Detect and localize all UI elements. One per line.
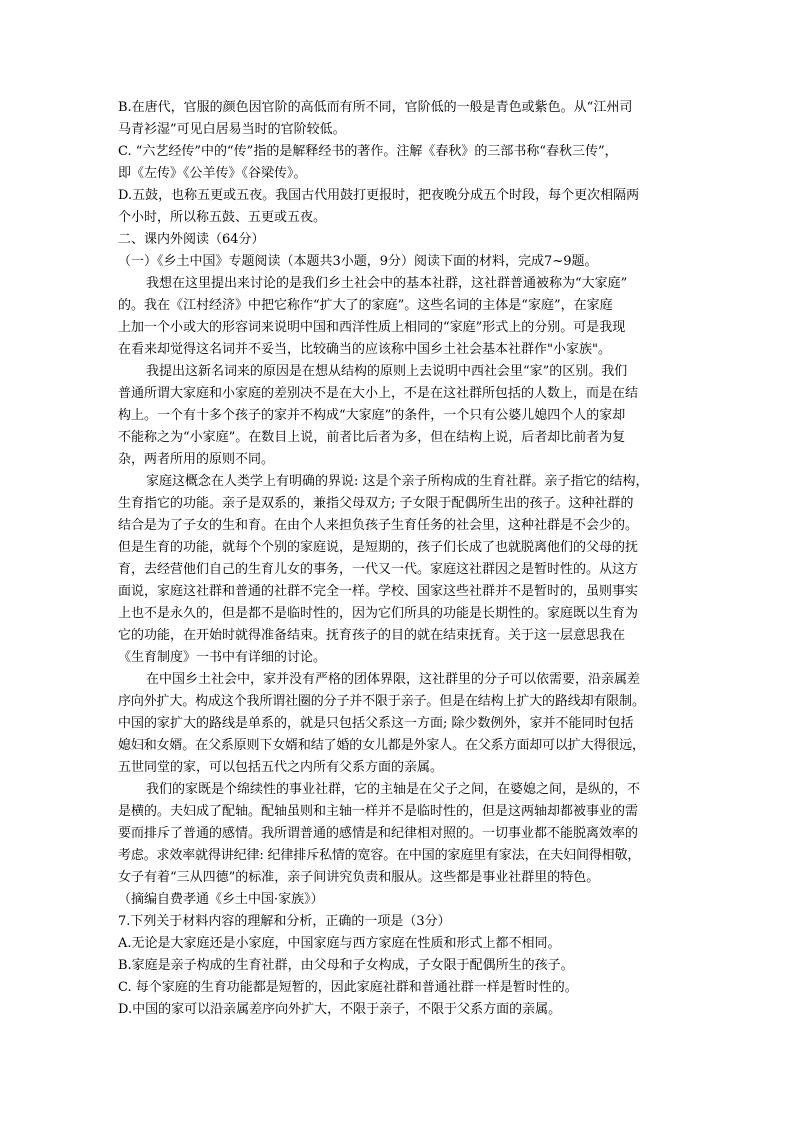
passage-p4-line-4: 媳妇和女婿。在父系原则下女婿和结了婚的女儿都是外家人。在父系方面却可以扩大得很远， — [118, 738, 645, 753]
question-7-stem: 7.下列关于材料内容的理解和分析，正确的一项是（3分） — [118, 914, 451, 929]
passage-p3-line-9: 《生育制度》一书中有详细的讨论。 — [118, 650, 327, 665]
option-b-prev-line-1: B.在唐代，官服的颜色因官阶的高低而有所不同，官阶低的一般是青色或紫色。从“江州司 — [118, 100, 633, 115]
passage-p5-line-3: 要而排斥了普通的感情。我所谓普通的感情是和纪律相对照的。一切事业都不能脱离效率的 — [118, 826, 639, 841]
passage-p3-line-2: 生育指它的功能。亲子是双系的，兼指父母双方; 子女限于配偶所生出的孩子。这种社群的 — [118, 496, 634, 511]
question-7-option-d: D.中国的家可以沿亲属差序向外扩大，不限于亲子，不限于父系方面的亲属。 — [118, 1002, 562, 1017]
passage-p2-line-4: 不能称之为“小家庭”。在数目上说，前者比后者为多，但在结构上说，后者却比前者为复 — [118, 430, 626, 445]
passage-p2-line-2: 普通所谓大家庭和小家庭的差别决不是在大小上，不是在这社群所包括的人数上，而是在结 — [118, 386, 639, 401]
passage-p4-line-2: 序向外扩大。构成这个我所谓社圈的分子并不限于亲子。但是在结构上扩大的路线却有限制。 — [118, 694, 645, 709]
passage-p1-line-4: 在看来却觉得这名词并不妥当，比较确当的应该称中国乡土社会基本社群作"小家族"。 — [118, 342, 611, 357]
passage-p1-line-1: 我想在这里提出来讨论的是我们乡土社会中的基本社群，这社群普通被称为“大家庭” — [146, 276, 628, 291]
passage-p1-line-2: 的。我在《江村经济》中把它称作“扩大了的家庭”。这些名词的主体是“家庭”，在家庭 — [118, 298, 613, 313]
passage-p5-line-4: 考虑。求效率就得讲纪律: 纪律排斥私情的宽容。在中国的家庭里有家法，在夫妇间得相敬， — [118, 848, 641, 863]
question-7-option-b: B.家庭是亲子构成的生育社群，由父母和子女构成，子女限于配偶所生的孩子。 — [118, 958, 574, 973]
passage-p2-line-3: 构上。一个有十多个孩子的家并不构成“大家庭”的条件，一个只有公婆儿媳四个人的家却 — [118, 408, 626, 423]
passage-p5-line-1: 我们的家既是个绵续性的事业社群，它的主轴是在父子之间，在婆媳之间，是纵的，不 — [146, 782, 641, 797]
passage-p3-line-3: 结合是为了子女的生和育。在由个人来担负孩子生育任务的社会里，这种社群是不会少的。 — [118, 518, 639, 533]
passage-p3-line-4: 但是生育的功能，就每个个别的家庭说，是短期的，孩子们长成了也就脱离他们的父母的抚 — [118, 540, 639, 555]
passage-p3-line-6: 面说，家庭这社群和普通的社群不完全一样。学校、国家这些社群并不是暂时的，虽则事实 — [118, 584, 639, 599]
passage-p2-line-1: 我提出这新名词来的原因是在想从结构的原则上去说明中西社会里“家”的区别。我们 — [146, 364, 628, 379]
section-title: 二、课内外阅读（64分） — [118, 232, 265, 247]
passage-p4-line-3: 中国的家扩大的路线是单系的，就是只包括父系这一方面; 除少数例外，家并不能同时包括 — [118, 716, 634, 731]
option-b-prev-line-2: 马青衫湿”可见白居易当时的官阶较低。 — [118, 122, 346, 137]
passage-p1-line-3: 上加一个小或大的形容词来说明中国和西洋性质上相同的“家庭”形式上的分别。可是我现 — [118, 320, 626, 335]
option-c-prev-line-1: C. “六艺经传”中的“传”指的是解释经书的著作。注解《春秋》的三部书称“春秋三传”， — [118, 144, 618, 159]
question-7-option-a: A.无论是大家庭还是小家庭，中国家庭与西方家庭在性质和形式上都不相同。 — [118, 936, 561, 951]
option-c-prev-line-2: 即《左传》《公羊传》《谷梁传》。 — [118, 166, 307, 181]
passage-p5-line-2: 是横的。夫妇成了配轴。配轴虽则和主轴一样并不是临时性的，但是这两轴却都被事业的需 — [118, 804, 639, 819]
passage-p2-line-5: 杂，两者所用的原则不同。 — [118, 452, 275, 467]
passage-source: （摘编自费孝通《乡土中国·家族》） — [118, 892, 324, 907]
passage-p3-line-8: 它的功能，在开始时就得准备结束。抚育孩子的目的就在结束抚育。关于这一层意思我在 — [118, 628, 626, 643]
passage-p4-line-5: 五世同堂的家，可以包括五代之内所有父系方面的亲属。 — [118, 760, 444, 775]
passage-p3-line-7: 上也不是永久的，但是都不是临时性的，因为它们所具的功能是长期性的。家庭既以生育为 — [118, 606, 639, 621]
subsection-title: （一）《乡土中国》专题阅读（本题共3小题，9分）阅读下面的材料，完成7~9题。 — [118, 254, 598, 269]
option-d-prev-line-1: D.五鼓，也称五更或五夜。我国古代用鼓打更报时，把夜晚分成五个时段，每个更次相隔两 — [118, 188, 640, 203]
passage-p3-line-1: 家庭这概念在人类学上有明确的界说: 这是个亲子所构成的生育社群。亲子指它的结构， — [146, 474, 649, 489]
passage-p4-line-1: 在中国乡土社会中，家并没有严格的团体界限，这社群里的分子可以依需要，沿亲属差 — [146, 672, 641, 687]
passage-p3-line-5: 育，去经营他们自己的生育儿女的事务，一代又一代。家庭这社群因之是暂时性的。从这方 — [118, 562, 639, 577]
option-d-prev-line-2: 个小时，所以称五鼓、五更或五夜。 — [118, 210, 327, 225]
passage-p5-line-5: 女子有着“三从四德”的标准，亲子间讲究负责和服从。这些都是事业社群里的特色。 — [118, 870, 600, 885]
question-7-option-c: C. 每个家庭的生育功能都是短暂的，因此家庭社群和普通社群一样是暂时性的。 — [118, 980, 578, 995]
